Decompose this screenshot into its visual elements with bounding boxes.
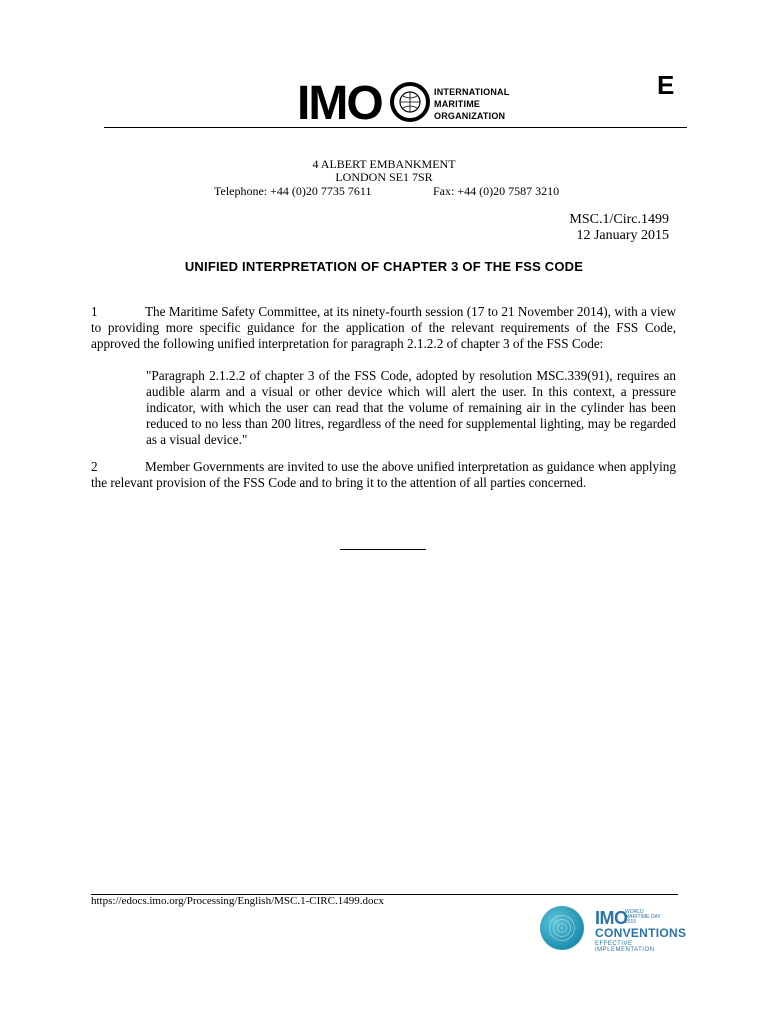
- paragraph-number: 1: [91, 304, 98, 319]
- org-name-line: ORGANIZATION: [434, 111, 506, 121]
- paragraph-2: [91, 459, 676, 491]
- un-emblem-icon: [390, 82, 430, 122]
- end-divider: [340, 549, 426, 550]
- paragraph-number: 2: [91, 459, 98, 474]
- circular-reference: MSC.1/Circ.1499: [569, 212, 669, 227]
- conventions-small-text: WORLD MARITIME DAY 2015: [625, 909, 661, 925]
- globe-icon: [540, 906, 584, 950]
- footer-file-path: https://edocs.imo.org/Processing/English/MSC.1-CIRC.1499.docx: [91, 895, 384, 907]
- interpretation-quote: "Paragraph 2.1.2.2 of chapter 3 of the FSS Code, adopted by resolution MSC.339(91), requires an audible alarm and a visual or other device which will alert the user. In this context, a pressure indicator, with which the user can read that the volume of remaining air in the cylinder has been reduced to no less than 200 litres, regardless of the need for supplemental lighting, may be regarded as a visual device.": [146, 368, 676, 447]
- conventions-tagline: EFFECTIVE IMPLEMENTATION: [595, 941, 655, 953]
- imo-logo-letters: IMO: [297, 77, 382, 130]
- language-mark: E: [657, 70, 675, 100]
- fax: Fax: +44 (0)20 7587 3210: [433, 184, 560, 198]
- header-divider: [104, 127, 687, 128]
- address-line-2: LONDON SE1 7SR: [335, 170, 433, 184]
- conventions-word: CONVENTIONS: [595, 926, 687, 940]
- paragraph-1: [91, 304, 676, 352]
- telephone: Telephone: +44 (0)20 7735 7611: [214, 184, 372, 198]
- imo-conventions-logo: [540, 906, 687, 953]
- circular-date: 12 January 2015: [576, 228, 669, 243]
- imo-logo: [297, 77, 527, 130]
- org-name-line: INTERNATIONAL: [434, 87, 510, 97]
- document-title: UNIFIED INTERPRETATION OF CHAPTER 3 OF THE FSS CODE: [184, 259, 584, 274]
- paragraph-text: Member Governments are invited to use the above unified interpretation as guidance when applying the relevant provision of the FSS Code and to bring it to the attention of all parties concerned.: [91, 459, 676, 490]
- conventions-imo-text: IMO: [595, 908, 628, 928]
- paragraph-text: The Maritime Safety Committee, at its ninety-fourth session (17 to 21 November 2014), with a view to providing more specific guidance for the application of the relevant requirements of the FSS Code, approved the following unified interpretation for paragraph 2.1.2.2 of chapter 3 of the FSS Code:: [91, 304, 676, 351]
- organization-name: [434, 86, 509, 122]
- address-line-1: 4 ALBERT EMBANKMENT: [312, 157, 456, 171]
- org-name-line: MARITIME: [434, 99, 481, 109]
